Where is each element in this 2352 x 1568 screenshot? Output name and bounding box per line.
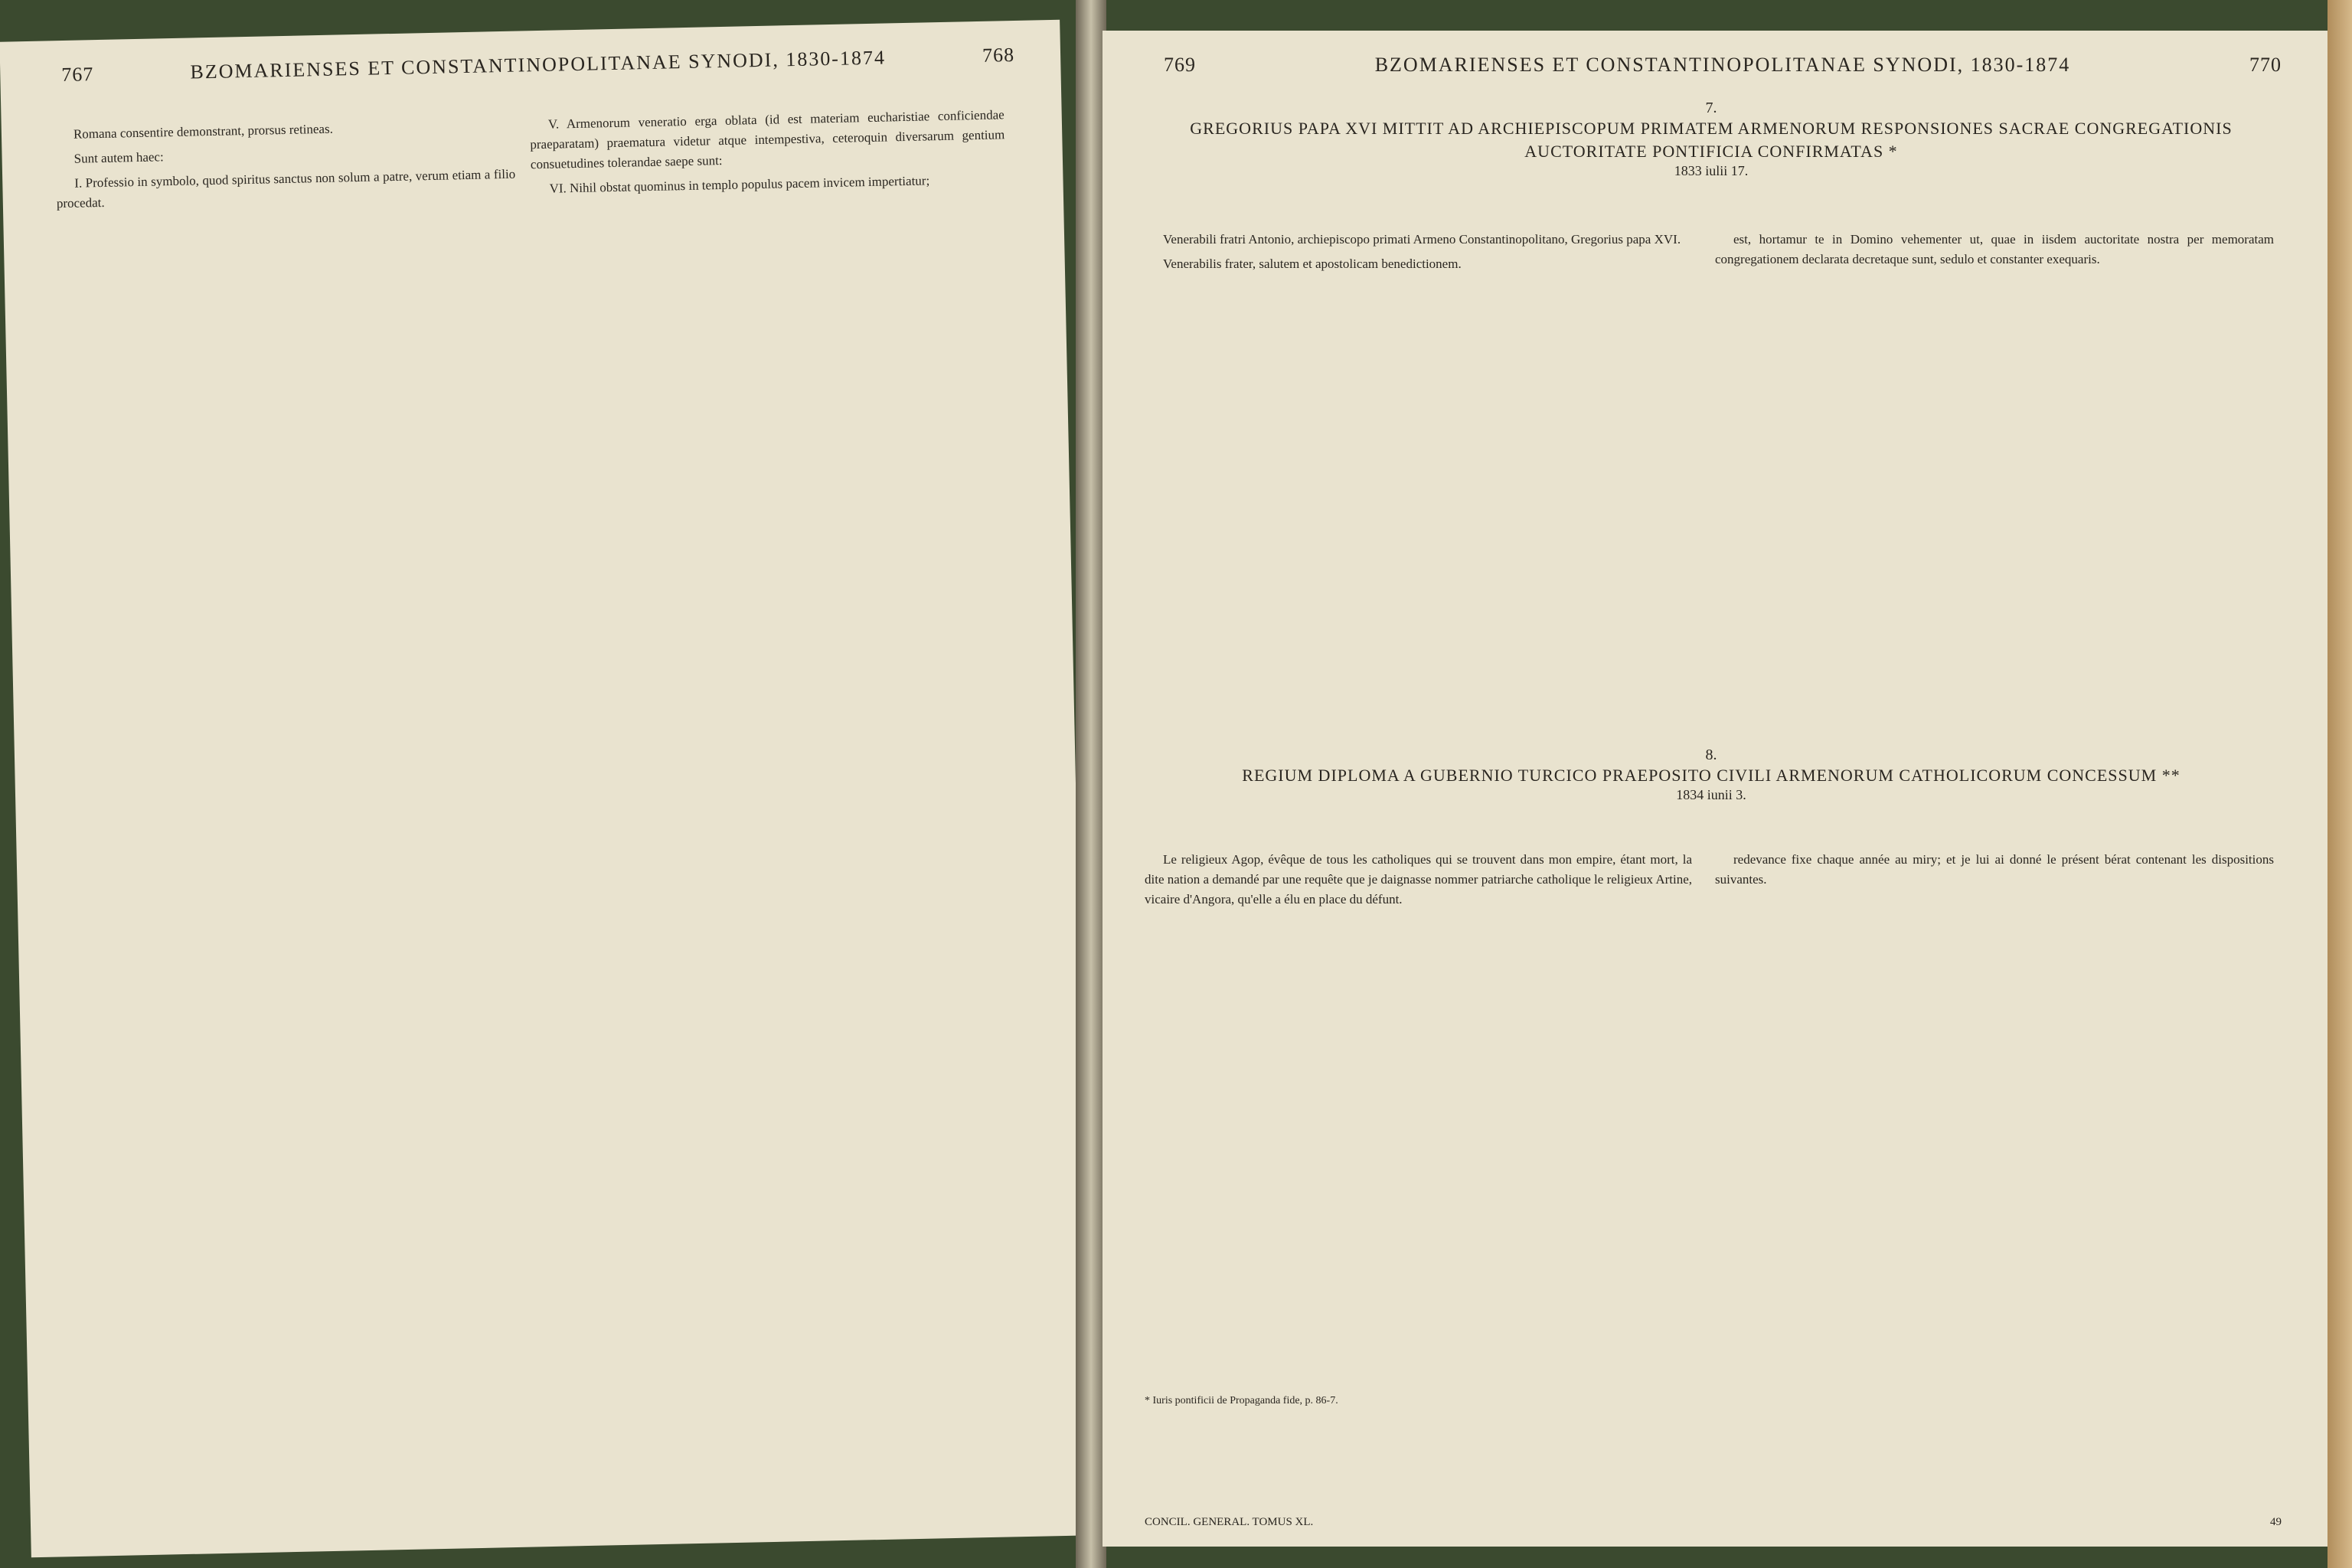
book-gutter [1076, 0, 1106, 1568]
section-date: 1834 iunii 3. [1676, 787, 1746, 802]
signature-line: CONCIL. GENERAL. TOMUS XL. [1145, 1516, 1314, 1528]
page-number-right: 768 [982, 43, 1015, 67]
signature-number: 49 [2270, 1516, 2282, 1528]
paragraph: est, hortamur te in Domino vehementer ut, quae in iisdem auctoritate nostra per memoratam congregationem declarata decretaque sunt, sedulo et constanter exequaris. [1715, 232, 2274, 266]
left-column-1 [55, 116, 516, 219]
section-number: 7. [1705, 100, 1717, 116]
paragraph: Le religieux Agop, évêque de tous les catholiques qui se trouvent dans mon empire, étant mort, la dite nation a demandé par une requête que je daignasse nommer patriarche catholique le religieux Artine, vicaire d'Angora, qu'elle a élu en place du défunt. [1145, 852, 1692, 906]
paragraph: I. Professio in symbolo, quod spiritus sanctus non solum a patre, verum etiam a filio procedat. [56, 166, 516, 211]
right-page [1102, 31, 2328, 1547]
section-date: 1833 iulii 17. [1674, 163, 1749, 178]
page-footer [1145, 1516, 2282, 1529]
section-title: REGIUM DIPLOMA A GUBERNIO TURCICO PRAEPOSITO CIVILI ARMENORUM CATHOLICORUM CONCESSUM ** [1242, 766, 2180, 785]
paragraph: Romana consentire demonstrant, prorsus retineas. [73, 121, 334, 142]
section-7-heading [1145, 100, 2278, 179]
page-number-left: 769 [1164, 54, 1196, 76]
paragraph: VI. Nihil obstat quominus in templo populus pacem invicem impertiatur; [549, 173, 930, 196]
paragraph: Venerabili fratri Antonio, archiepiscopo primati Armeno Constantinopolitano, Gregorius papa XVI. [1163, 232, 1681, 247]
paragraph: V. Armenorum veneratio erga oblata (id est materiam eucharistiae conficiendae praeparatam) praematura videtur atque intempestiva, ceteroquin diversarum gentium consuetudines tolerandae saepe sunt: [530, 107, 1005, 172]
right-column-1 [1145, 230, 1692, 279]
section-title: GREGORIUS PAPA XVI MITTIT AD ARCHIEPISCOPUM PRIMATEM ARMENORUM RESPONSIONES SACRAE CONGREGATIONIS AUCTORITATE PONTIFICIA CONFIRMATAS * [1190, 119, 2233, 161]
footnote: * Iuris pontificii de Propaganda fide, p. 86-7. [1145, 1395, 1338, 1406]
running-title: BZOMARIENSES ET CONSTANTINOPOLITANAE SYNODI, 1830-1874 [190, 46, 887, 83]
left-column-2 [530, 105, 1006, 204]
book-edge [2328, 0, 2352, 1568]
paragraph: Sunt autem haec: [74, 149, 164, 166]
right-column-3 [1145, 850, 1692, 914]
section-8-heading [1145, 746, 2278, 803]
running-title: BZOMARIENSES ET CONSTANTINOPOLITANAE SYNODI, 1830-1874 [1374, 54, 2071, 76]
section-number: 8. [1705, 746, 1717, 763]
left-page [0, 20, 1092, 1558]
right-column-4 [1715, 850, 2274, 894]
right-running-head [1164, 54, 2282, 77]
page-number-right: 770 [2249, 54, 2282, 76]
page-number-left: 767 [61, 63, 94, 87]
paragraph: Venerabilis frater, salutem et apostolicam benedictionem. [1163, 256, 1462, 271]
paragraph: redevance fixe chaque année au miry; et je lui ai donné le présent bérat contenant les dispositions suivantes. [1715, 852, 2274, 887]
left-running-head [61, 44, 1014, 87]
right-column-2 [1715, 230, 2274, 274]
